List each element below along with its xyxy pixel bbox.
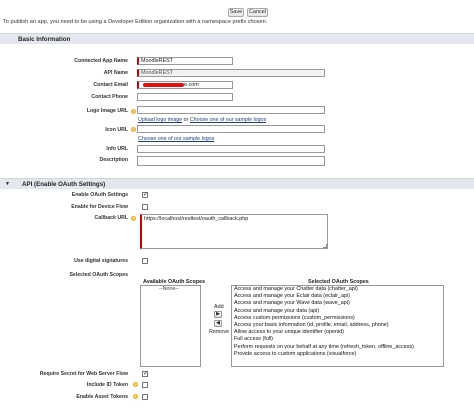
api-name-input: MoodleREST [137,69,325,77]
help-icon[interactable]: ? [132,109,135,114]
include-id-token-label: Include ID Token [86,382,128,388]
resize-grip-icon[interactable] [323,244,327,248]
contact-email-label: Contact Email [93,82,128,88]
enable-oauth-label: Enable OAuth Settings [71,192,128,198]
upload-logo-link[interactable]: Upload logo image [138,117,183,123]
remove-label: Remove [209,329,230,335]
selected-scope-option[interactable]: Provide access to custom applications (visualforce) [234,350,357,357]
selected-scope-option[interactable]: Access and manage your Chatter data (chatter_api) [234,286,358,292]
basic-info-section-header [0,33,474,44]
icon-url-label: Icon URL [105,127,128,133]
choose-sample-icon-link[interactable]: Choose one of our sample logos [138,136,215,142]
callback-url-label: Callback URL [94,215,128,221]
require-secret-checkbox[interactable]: ✓ [143,371,149,377]
info-url-label: Info URL [106,146,128,152]
api-section-header[interactable] [0,178,474,189]
selected-scope-option[interactable]: Access and manage your Wave data (wave_api) [234,300,350,307]
redacted-mark [143,83,184,87]
description-input[interactable] [137,156,325,166]
contact-email-input[interactable] [137,81,233,89]
enable-asset-tokens-label: Enable Asset Tokens [76,394,128,400]
help-icon[interactable]: ? [134,382,137,387]
selected-scopes-heading: Selected OAuth Scopes [308,279,369,285]
basic-info-heading: Basic Information [18,36,71,43]
info-url-input[interactable] [137,145,325,153]
selected-scope-option[interactable]: Access and manage your data (api) [234,307,320,314]
choose-sample-logo-link[interactable]: Choose one of our sample logos [189,117,267,123]
api-heading: API (Enable OAuth Settings) [22,181,106,188]
available-scope-option[interactable]: --None-- [159,286,180,292]
connected-app-name-label: Connected App Name [74,58,128,64]
enable-asset-tokens-checkbox[interactable] [142,394,148,400]
include-id-token-checkbox[interactable] [142,382,148,388]
device-flow-label: Enable for Device Flow [71,204,128,210]
icon-url-input[interactable] [137,125,325,133]
available-scopes-listbox[interactable] [140,285,201,367]
selected-scopes-label: Selected OAuth Scopes [69,272,128,278]
help-icon[interactable]: ? [134,394,137,399]
collapse-triangle-icon[interactable]: ▼ [5,181,10,187]
save-button[interactable]: Save [229,9,243,15]
add-label: Add [214,304,224,310]
connected-app-name-input[interactable]: MoodleREST [137,57,233,65]
require-secret-label: Require Secret for Web Server Flow [39,371,128,377]
api-name-label: API Name [103,70,128,76]
add-arrow-button[interactable]: ▶ [214,311,222,318]
cancel-button[interactable]: Cancel [248,9,267,15]
description-label: Description [99,157,128,163]
callback-url-textarea[interactable]: https://localhost/restlest/oauth_callback.php [140,214,328,249]
digital-signatures-checkbox[interactable] [142,258,148,264]
device-flow-checkbox[interactable] [142,204,148,210]
logo-image-url-input[interactable] [137,106,325,114]
selected-scopes-listbox[interactable] [231,285,444,367]
or-text: or [183,117,189,123]
logo-links [138,117,266,123]
enable-oauth-checkbox[interactable]: ✓ [143,192,149,198]
selected-scope-option[interactable]: Access your basic information (id, profile, email, address, phone) [234,322,389,329]
contact-phone-input[interactable] [137,93,233,101]
remove-arrow-button[interactable]: ◀ [214,320,222,327]
selected-scope-option[interactable]: Access custom permissions (custom_permissions) [234,314,355,321]
help-icon[interactable]: ? [132,127,135,132]
logo-image-url-label: Logo Image URL [86,108,128,114]
help-icon[interactable]: ? [132,216,135,221]
selected-scope-option[interactable]: Full access (full) [234,336,273,343]
digital-signatures-label: Use digital signatures [74,258,128,264]
contact-email-value: e.com [184,82,199,88]
selected-scope-option[interactable]: Perform requests on your behalf at any time (refresh_token, offline_access) [234,343,414,350]
contact-phone-label: Contact Phone [91,94,128,100]
selected-scope-option[interactable]: Access and manage your Eclair data (eclair_api) [234,293,350,300]
intro-text: To publish an app, you need to be using a Developer Edition organization with a namespace prefix chosen. [3,19,268,25]
selected-scope-option[interactable]: Allow access to your unique identifier (openid) [234,329,344,336]
available-scopes-heading: Available OAuth Scopes [143,279,206,285]
